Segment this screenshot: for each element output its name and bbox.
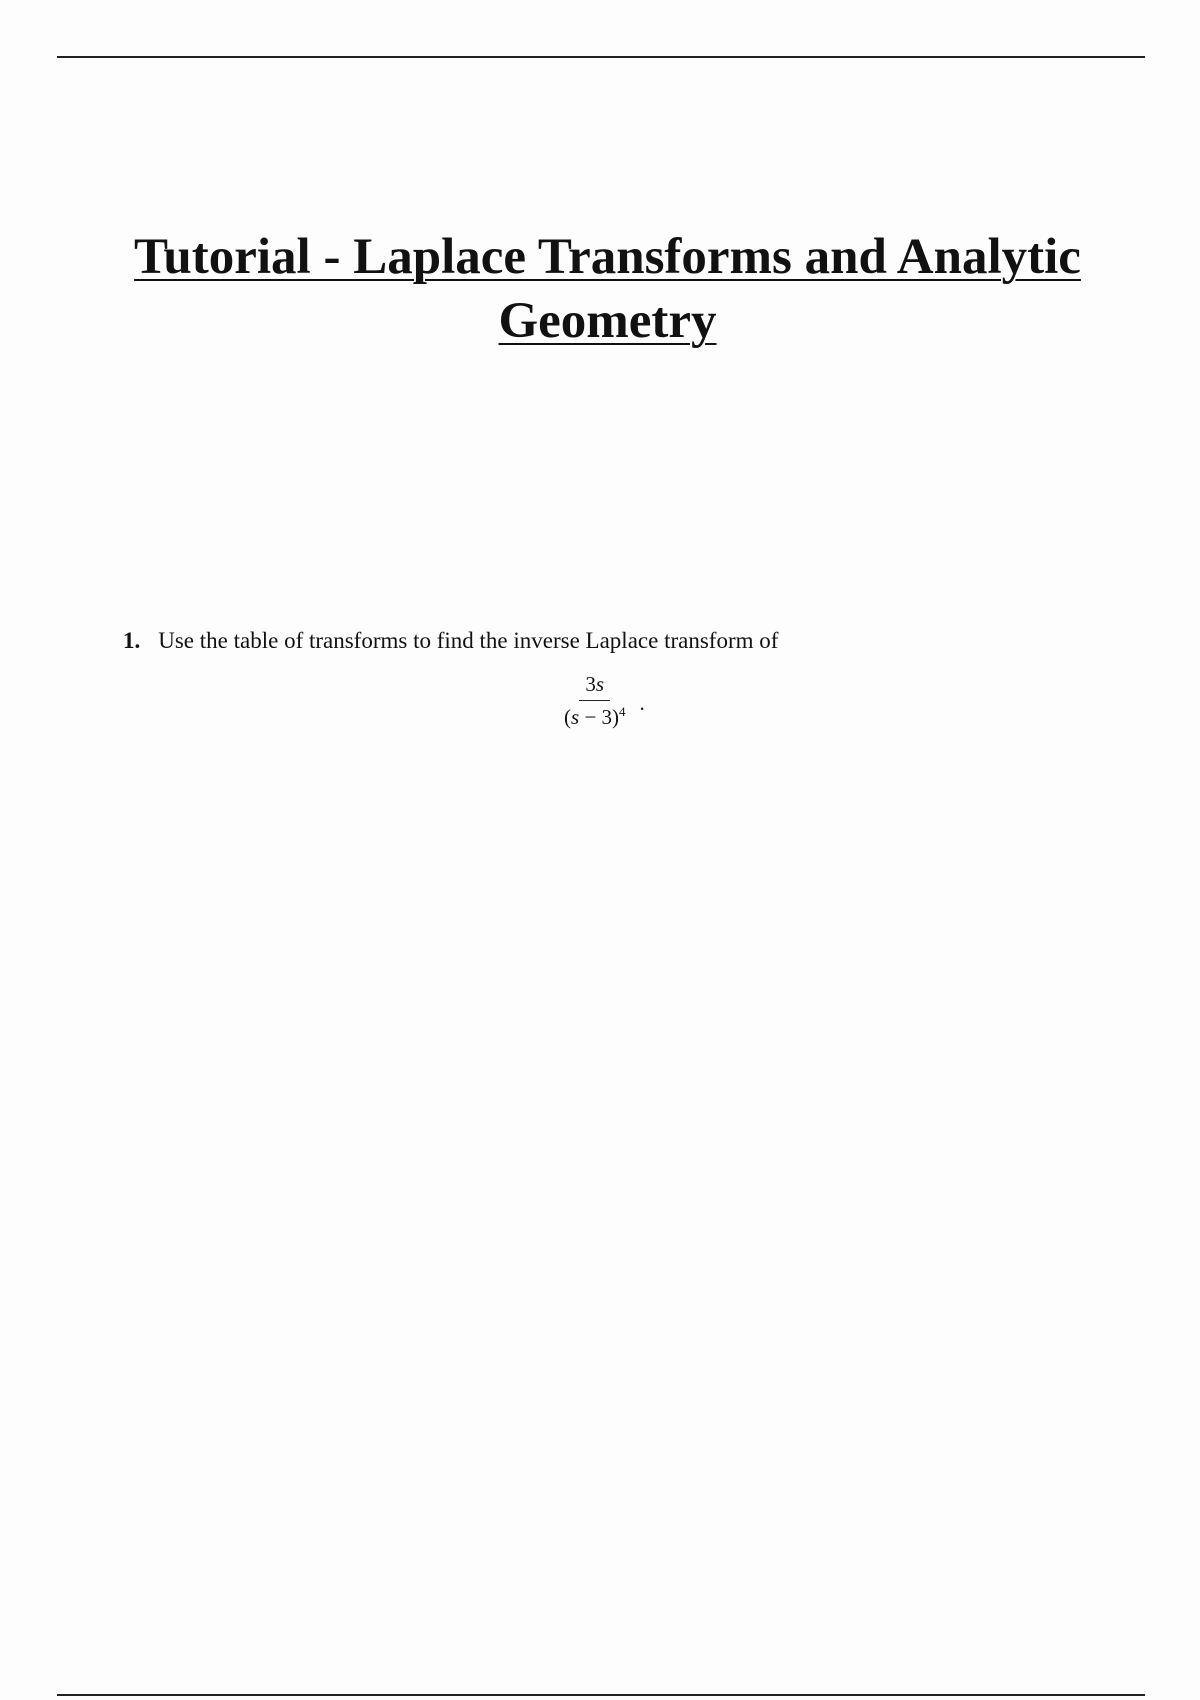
fraction-numerator bbox=[579, 672, 610, 701]
bottom-rule bbox=[57, 1694, 1145, 1696]
top-rule bbox=[57, 56, 1145, 58]
fraction bbox=[560, 672, 630, 730]
fraction-denominator bbox=[560, 701, 630, 730]
denominator-exponent: 4 bbox=[619, 704, 626, 719]
fraction-formula bbox=[560, 672, 645, 730]
numerator-variable: s bbox=[595, 672, 605, 696]
page-title-text: Tutorial - Laplace Transforms and Analytic Geometry bbox=[134, 229, 1081, 349]
denominator-rest: − 3) bbox=[579, 705, 620, 729]
numerator-coefficient: 3 bbox=[585, 672, 596, 696]
page-title bbox=[80, 225, 1135, 353]
denominator-variable: s bbox=[571, 705, 580, 729]
denominator-open-paren: ( bbox=[564, 705, 571, 729]
formula-period: . bbox=[639, 690, 645, 715]
question-1 bbox=[123, 626, 778, 656]
question-text: Use the table of transforms to find the inverse Laplace transform of bbox=[158, 628, 779, 653]
question-number: 1. bbox=[123, 628, 141, 653]
